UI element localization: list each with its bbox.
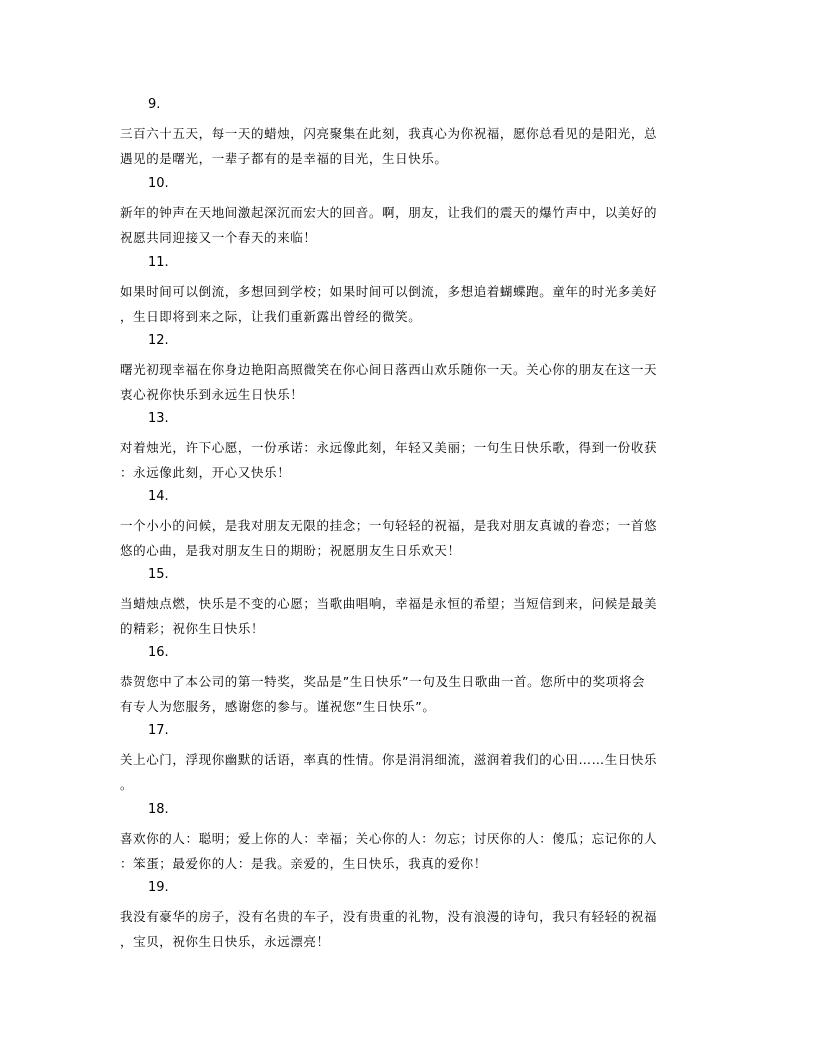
entry-text — [120, 435, 700, 485]
entry-line: 。 — [120, 777, 134, 792]
entry-line: ：永远像此刻，开心又快乐！ — [120, 465, 291, 480]
entry-text — [120, 904, 700, 954]
entry-line: 的精彩；祝你生日快乐！ — [120, 621, 265, 636]
entry-line: 关上心门，浮现你幽默的话语，率真的性情。你是涓涓细流，滋润着我们的心田……生日快乐 — [120, 752, 658, 767]
entry-line: 恭贺您中了本公司的第一特奖，奖品是”生日快乐”一句及生日歌曲一首。您所中的奖项将会 — [120, 674, 646, 689]
entry-text — [120, 200, 700, 250]
entry-line: 当蜡烛点燃，快乐是不变的心愿；当歌曲唱响，幸福是永恒的希望；当短信到来，问候是最美 — [120, 596, 658, 611]
entry-number: 15. — [148, 567, 169, 582]
entry-line: 遇见的是曙光，一辈子都有的是幸福的目光，生日快乐。 — [120, 151, 448, 166]
entry-line: ，宝贝，祝你生日快乐，永远漂亮！ — [120, 934, 330, 949]
entry-number: 14. — [148, 489, 169, 504]
entry-text — [120, 357, 700, 407]
entry-number: 16. — [148, 645, 169, 660]
entry-text — [120, 279, 700, 329]
entry-line: 对着烛光，许下心愿，一份承诺：永远像此刻，年轻又美丽；一句生日快乐歌，得到一份收获 — [120, 440, 658, 455]
entry-text — [120, 747, 700, 797]
entry-line: 祝愿共同迎接又一个春天的来临！ — [120, 230, 317, 245]
entry-number: 17. — [148, 723, 169, 738]
entry-line: 新年的钟声在天地间激起深沉而宏大的回音。啊，朋友，让我们的震天的爆竹声中，以美好的 — [120, 205, 658, 220]
entry-line: 喜欢你的人：聪明；爱上你的人：幸福；关心你的人：勿忘；讨厌你的人：傻瓜；忘记你的人 — [120, 831, 658, 846]
entry-text — [120, 121, 700, 171]
entry-line: 衷心祝你快乐到永远生日快乐！ — [120, 387, 304, 402]
entry-line: 三百六十五天，每一天的蜡烛，闪亮聚集在此刻，我真心为你祝福，愿你总看见的是阳光，总 — [120, 126, 658, 141]
entry-line: 有专人为您服务，感谢您的参与。谨祝您”生日快乐”。 — [120, 699, 436, 714]
entry-line: 悠的心曲，是我对朋友生日的期盼；祝愿朋友生日乐欢天！ — [120, 543, 461, 558]
entry-line: ，生日即将到来之际，让我们重新露出曾经的微笑。 — [120, 309, 422, 324]
entry-text — [120, 513, 700, 563]
entry-number: 10. — [148, 176, 169, 191]
entry-text — [120, 669, 700, 719]
entry-number: 19. — [148, 880, 169, 895]
entry-line: 如果时间可以倒流，多想回到学校；如果时间可以倒流，多想追着蝴蝶跑。童年的时光多美好 — [120, 284, 658, 299]
entry-number: 13. — [148, 411, 169, 426]
entry-number: 12. — [148, 333, 169, 348]
entry-text — [120, 591, 700, 641]
entry-text — [120, 826, 700, 876]
entry-number: 18. — [148, 802, 169, 817]
entry-line: 我没有豪华的房子，没有名贵的车子，没有贵重的礼物，没有浪漫的诗句，我只有轻轻的祝福 — [120, 909, 658, 924]
entry-line: 曙光初现幸福在你身边艳阳高照微笑在你心间日落西山欢乐随你一天。关心你的朋友在这一天 — [120, 362, 658, 377]
entry-line: 一个小小的问候，是我对朋友无限的挂念；一句轻轻的祝福，是我对朋友真诚的眷恋；一首悠 — [120, 518, 658, 533]
entry-number: 11. — [148, 255, 169, 270]
entry-number: 9. — [148, 97, 161, 112]
entry-line: ：笨蛋；最爱你的人：是我。亲爱的，生日快乐，我真的爱你！ — [120, 856, 487, 871]
